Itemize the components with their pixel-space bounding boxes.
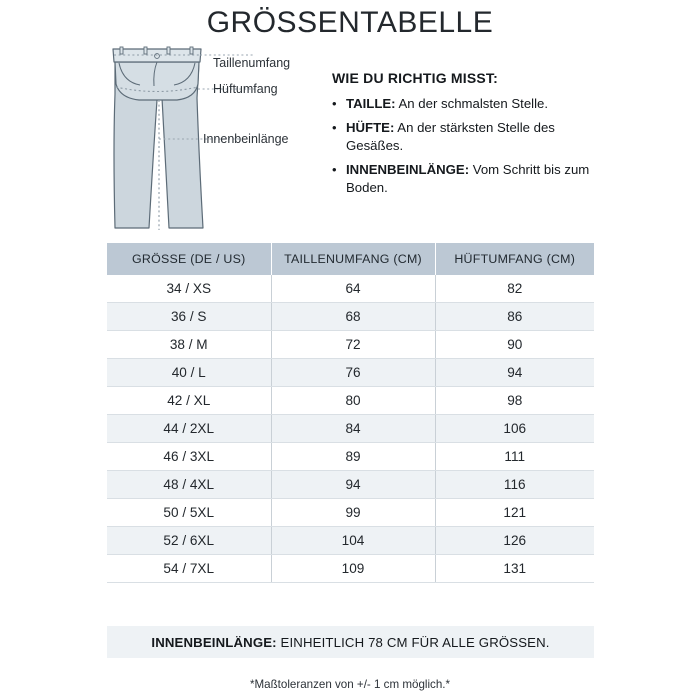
cell-waist: 84 (271, 415, 435, 443)
cell-hip: 94 (435, 359, 594, 387)
instruction-item-hip (332, 119, 594, 156)
cell-size: 42 / XL (107, 387, 271, 415)
cell-size: 46 / 3XL (107, 443, 271, 471)
callout-label-inseam: Innenbeinlänge (203, 132, 289, 146)
cell-waist: 72 (271, 331, 435, 359)
jeans-hip-block (115, 62, 199, 100)
bullet-icon: • (332, 119, 337, 135)
cell-waist: 64 (271, 275, 435, 303)
cell-waist: 94 (271, 471, 435, 499)
cell-waist: 76 (271, 359, 435, 387)
belt-loop-icon (120, 47, 123, 54)
instruction-term: TAILLE: (346, 96, 396, 111)
cell-waist: 68 (271, 303, 435, 331)
instruction-term: HÜFTE: (346, 119, 395, 135)
table-row (107, 555, 594, 583)
page-title: GRÖSSENTABELLE (206, 6, 494, 39)
instruction-text: An der stärksten Stelle des Gesäßes. (346, 119, 555, 153)
footer-banner-value: EINHEITLICH 78 CM FÜR ALLE GRÖSSEN. (276, 634, 550, 650)
cell-hip: 90 (435, 331, 594, 359)
cell-size: 54 / 7XL (107, 555, 271, 583)
tolerance-note: *Maßtoleranzen von +/- 1 cm möglich.* (249, 678, 451, 691)
cell-size: 52 / 6XL (107, 527, 271, 555)
inseam-footer-banner (107, 626, 594, 658)
top-section (107, 38, 594, 234)
callout-label-waist: Taillenumfang (213, 56, 291, 70)
table-row (107, 527, 594, 555)
table-row (107, 415, 594, 443)
instruction-text: An der schmalsten Stelle. (395, 96, 549, 111)
bullet-icon: • (332, 161, 337, 177)
belt-loop-icon (144, 47, 147, 54)
table-row (107, 275, 594, 303)
cell-size: 40 / L (107, 359, 271, 387)
jeans-illustration (107, 38, 307, 234)
instruction-item-waist (332, 95, 594, 114)
cell-hip: 116 (435, 471, 594, 499)
cell-hip: 98 (435, 387, 594, 415)
size-table-head (107, 243, 594, 275)
table-row (107, 359, 594, 387)
instruction-item-inseam (332, 161, 594, 198)
cell-size: 36 / S (107, 303, 271, 331)
column-header-size: GRÖSSE (DE / US) (107, 243, 271, 275)
cell-size: 48 / 4XL (107, 471, 271, 499)
callout-label-hip: Hüftumfang (213, 82, 278, 96)
cell-size: 50 / 5XL (107, 499, 271, 527)
cell-hip: 126 (435, 527, 594, 555)
cell-waist: 89 (271, 443, 435, 471)
cell-hip: 121 (435, 499, 594, 527)
table-header-row (107, 243, 594, 275)
column-header-hip: HÜFTUMFANG (CM) (435, 243, 594, 275)
cell-hip: 131 (435, 555, 594, 583)
cell-waist: 109 (271, 555, 435, 583)
belt-loop-icon (190, 47, 193, 54)
cell-size: 34 / XS (107, 275, 271, 303)
table-row (107, 331, 594, 359)
cell-waist: 104 (271, 527, 435, 555)
instructions-heading: WIE DU RICHTIG MISST: (332, 70, 498, 86)
instructions-block (332, 70, 594, 203)
table-row (107, 499, 594, 527)
column-header-waist: TAILLENUMFANG (CM) (271, 243, 435, 275)
cell-waist: 80 (271, 387, 435, 415)
jeans-button-icon (155, 54, 160, 59)
cell-hip: 86 (435, 303, 594, 331)
cell-size: 38 / M (107, 331, 271, 359)
cell-hip: 111 (435, 443, 594, 471)
table-row (107, 303, 594, 331)
footer-banner-text (151, 635, 549, 650)
cell-size: 44 / 2XL (107, 415, 271, 443)
size-table (107, 243, 594, 583)
bullet-icon: • (332, 96, 337, 111)
cell-waist: 99 (271, 499, 435, 527)
instructions-list (332, 95, 594, 198)
belt-loop-icon (167, 47, 170, 54)
cell-hip: 82 (435, 275, 594, 303)
size-table-body (107, 275, 594, 583)
footer-banner-term: INNENBEINLÄNGE: (151, 634, 277, 650)
table-row (107, 443, 594, 471)
instruction-term: INNENBEINLÄNGE: (346, 161, 470, 177)
table-row (107, 471, 594, 499)
cell-hip: 106 (435, 415, 594, 443)
table-row (107, 387, 594, 415)
instruction-text: Vom Schritt bis zum Boden. (346, 161, 590, 195)
